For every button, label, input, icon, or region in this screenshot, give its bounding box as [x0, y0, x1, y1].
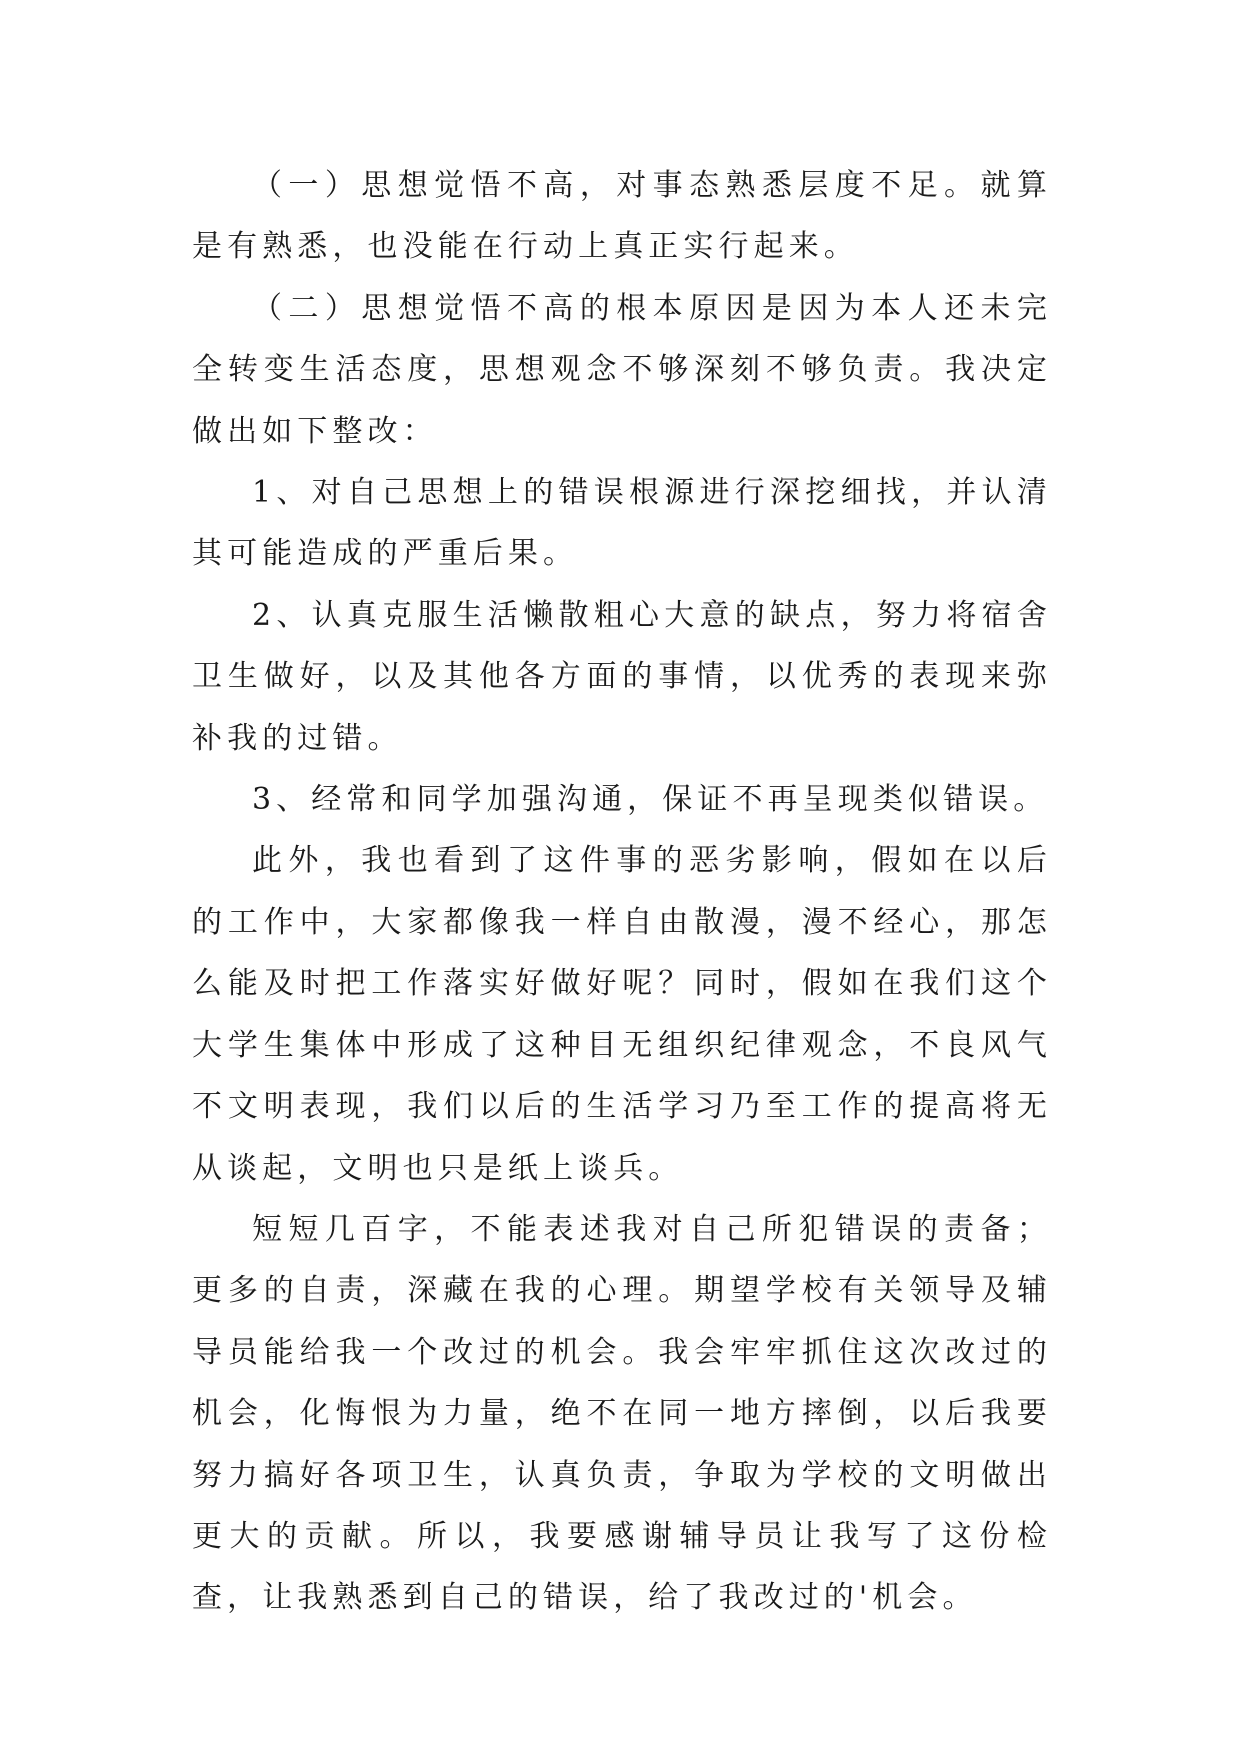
paragraph-5: 3、经常和同学加强沟通，保证不再呈现类似错误。	[252, 782, 1049, 818]
paragraph-7: 短短几百字，不能表述我对自己所犯错误的责备；更多的自责，深藏在我的心理。期望学校有关领导及辅导员能给我一个改过的机会。我会牢牢抓住这次改过的机会，化悔恨为力量，绝不在同一地方摔倒，以后我要努力搞好各项卫生，认真负责，争取为学校的文明做出更大的贡献。所以，我要感谢辅导员让我写了这份检查，让我熟悉到自己的错误，给了我改过的'机会。	[192, 1211, 1052, 1616]
paragraph-1: （一）思想觉悟不高，对事态熟悉层度不足。就算是有熟悉，也没能在行动上真正实行起来。	[192, 168, 1052, 265]
paragraph-2: （二）思想觉悟不高的根本原因是因为本人还未完全转变生活态度，思想观念不够深刻不够负责。我决定做出如下整改：	[192, 290, 1052, 449]
paragraph-6: 此外，我也看到了这件事的恶劣影响，假如在以后的工作中，大家都像我一样自由散漫，漫不经心，那怎么能及时把工作落实好做好呢？同时，假如在我们这个大学生集体中形成了这种目无组织纪律观念，不良风气不文明表现，我们以后的生活学习乃至工作的提高将无从谈起，文明也只是纸上谈兵。	[192, 843, 1052, 1186]
paragraph-3: 1、对自己思想上的错误根源进行深挖细找，并认清其可能造成的严重后果。	[192, 475, 1052, 572]
paragraph-4: 2、认真克服生活懒散粗心大意的缺点，努力将宿舍卫生做好，以及其他各方面的事情，以优秀的表现来弥补我的过错。	[192, 597, 1052, 756]
document-body	[192, 155, 1052, 1629]
